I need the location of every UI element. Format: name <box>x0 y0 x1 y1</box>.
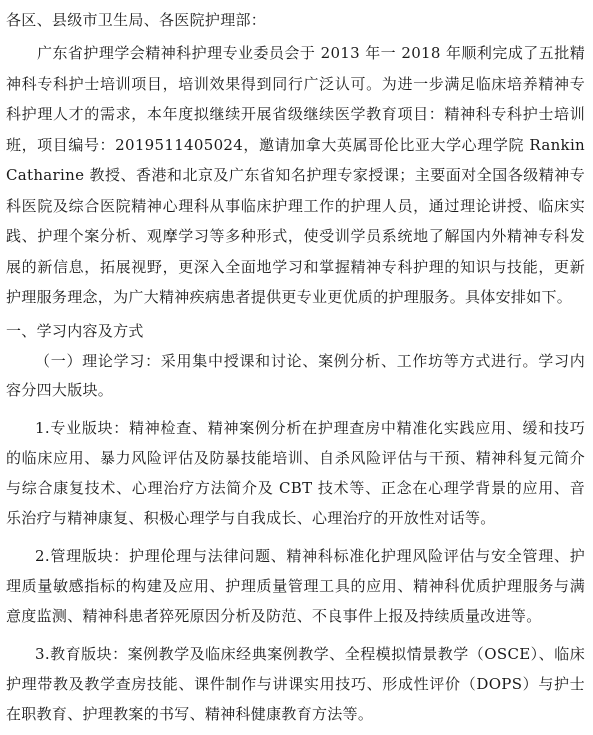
salutation: 各区、县级市卫生局、各医院护理部： <box>6 11 267 29</box>
intro-paragraph: 广东省护理学会精神科护理专业委员会于 2013 年一 2018 年顺利完成了五批精神科专科护士培训项目，培训效果得到同行广泛认可。为进一步满足临床培养精神专科护理人才的需求，本年度拟继续开展省级继续医学教育项目：精神科专科护士培训班，项目编号：2019511405024，邀请加拿大英属哥伦比亚大学心理学院 Rankin Catharine 教授、香港和北京及广东省知名护理专家授课；主要面对全国各级精神专科医院及综合医院精神心理科从事临床护理工作的护理人员，通过理论讲授、临床实践、护理个案分析、观摩学习等多种形式，使受训学员系统地了解国内外精神专科发展的新信息，拓展视野，更深入全面地学习和掌握精神专科护理的知识与技能，更新护理服务理念，为广大精神疾病患者提供更专业更优质的护理服务。具体安排如下。 <box>6 44 585 306</box>
item-management-module: 2.管理版块：护理伦理与法律问题、精神科标准化护理风险评估与安全管理、护理质量敏感指标的构建及应用、护理质量管理工具的应用、精神科优质护理服务与满意度监测、精神科患者猝死原因分析及防范、不良事件上报及持续质量改进等。 <box>6 546 585 625</box>
item-education-module: 3.教育版块：案例教学及临床经典案例教学、全程模拟情景教学（OSCE）、临床护理带教及教学查房技能、课件制作与讲课实用技巧、形成性评价（DOPS）与护士在职教育、护理教案的书写、精神科健康教育方法等。 <box>6 644 585 723</box>
subsection-theory-learning: （一）理论学习：采用集中授课和讨论、案例分析、工作坊等方式进行。学习内容分四大版块。 <box>6 351 585 399</box>
section-heading-learning-content: 一、学习内容及方式 <box>6 321 144 340</box>
item-professional-module: 1.专业版块：精神检查、精神案例分析在护理查房中精准化实践应用、缓和技巧的临床应用、暴力风险评估及防暴技能培训、自杀风险评估与干预、精神科复元简介与综合康复技术、心理治疗方法简介及 CBT 技术等、正念在心理学背景的应用、音乐治疗与精神康复、积极心理学与自我成长、心理治疗的开放性对话等。 <box>6 418 585 527</box>
